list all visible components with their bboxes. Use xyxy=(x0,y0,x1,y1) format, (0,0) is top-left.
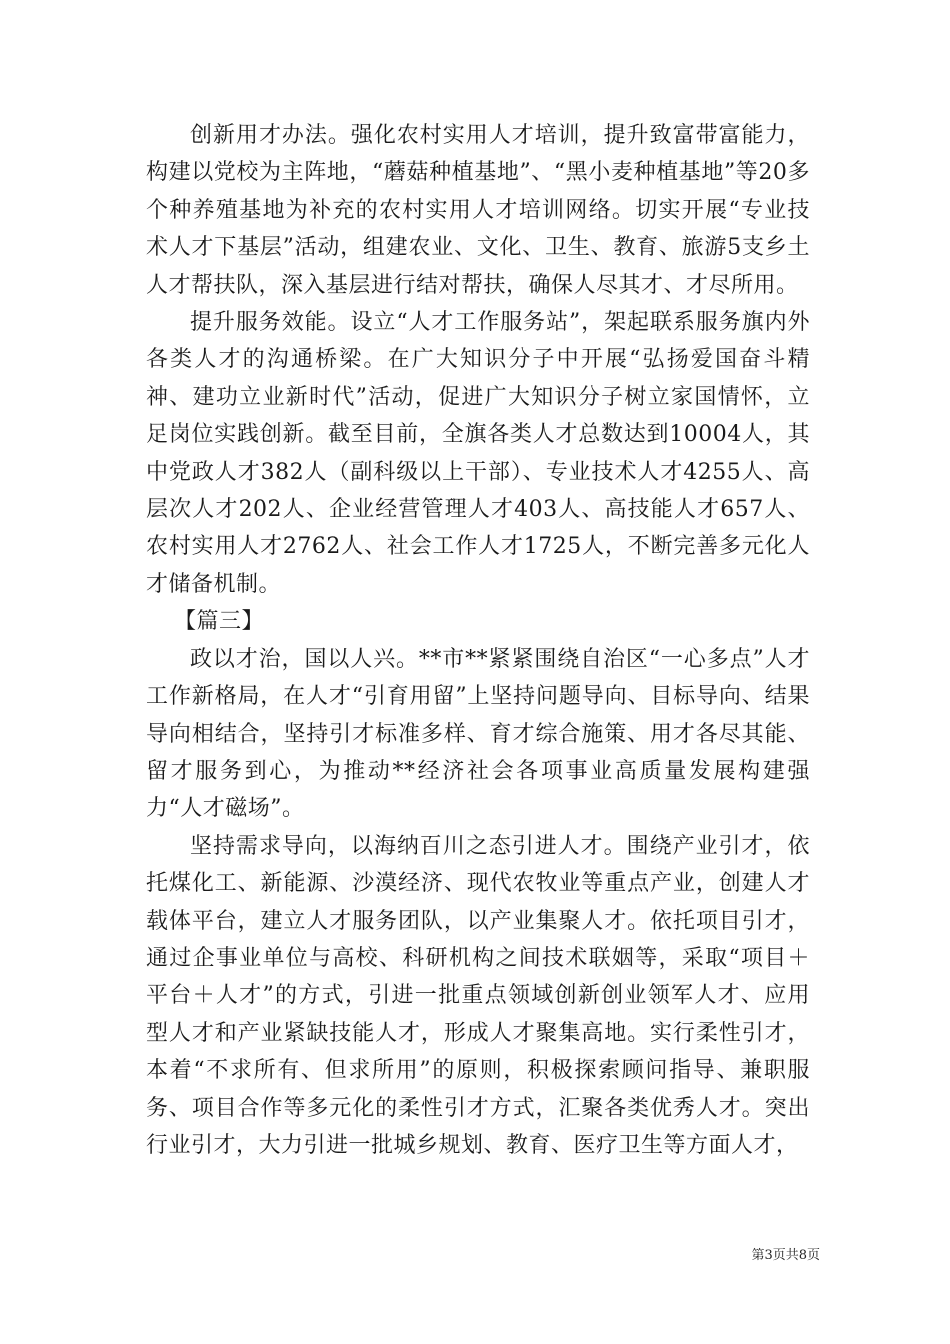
document-body xyxy=(146,117,810,1164)
paragraph-talent-usage: 创新用才办法。强化农村实用人才培训，提升致富带富能力，构建以党校为主阵地，“蘑菇种植基地”、“黑小麦种植基地”等20多个种养殖基地为补充的农村实用人才培训网络。切实开展“专业技术人才下基层”活动，组建农业、文化、卫生、教育、旅游5支乡土人才帮扶队，深入基层进行结对帮扶，确保人尽其才、才尽所用。 xyxy=(146,123,811,298)
paragraph-demand-oriented: 坚持需求导向，以海纳百川之态引进人才。围绕产业引才，依托煤化工、新能源、沙漠经济、现代农牧业等重点产业，创建人才载体平台，建立人才服务团队，以产业集聚人才。依托项目引才，通过企事业单位与高校、科研机构之间技术联姻等，采取“项目＋平台＋人才”的方式，引进一批重点领域创新创业领军人才、应用型人才和产业紧缺技能人才，形成人才聚集高地。实行柔性引才，本着“不求所有、但求所用”的原则，积极探索顾问指导、兼职服务、项目合作等多元化的柔性引才方式，汇聚各类优秀人才。突出行业引才，大力引进一批城乡规划、教育、医疗卫生等方面人才， xyxy=(146,833,810,1158)
paragraph-service-efficiency: 提升服务效能。设立“人才工作服务站”，架起联系服务旗内外各类人才的沟通桥梁。在广大知识分子中开展“弘扬爱国奋斗精神、建功立业新时代”活动，促进广大知识分子树立家国情怀，立足岗位实践创新。截至目前，全旗各类人才总数达到10004人，其中党政人才382人（副科级以上干部）、专业技术人才4255人、高层次人才202人、企业经营管理人才403人、高技能人才657人、农村实用人才2762人、社会工作人才1725人，不断完善多元化人才储备机制。 xyxy=(146,310,810,597)
page-number: 第3页共8页 xyxy=(751,1248,820,1263)
section-heading: 【篇三】 xyxy=(174,609,265,635)
paragraph-intro: 政以才治，国以人兴。**市**紧紧围绕自治区“一心多点”人才工作新格局，在人才“引育用留”上坚持问题导向、目标导向、结果导向相结合，坚持引才标准多样、育才综合施策、用才各尽其能、留才服务到心，为推动**经济社会各项事业高质量发展构建强力“人才磁场”。 xyxy=(146,646,810,822)
